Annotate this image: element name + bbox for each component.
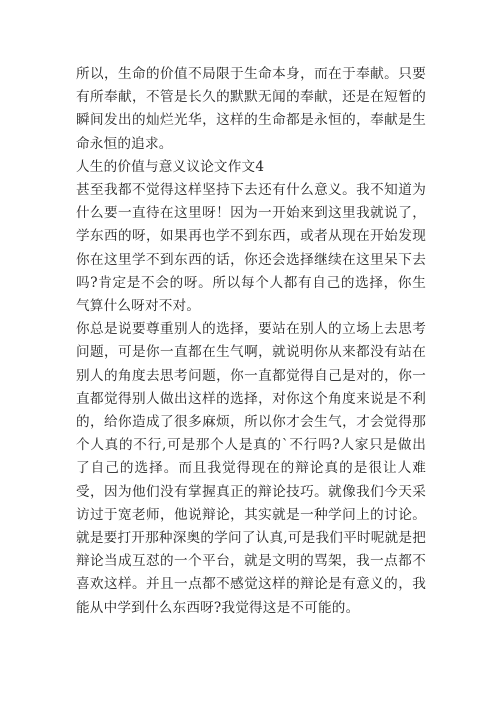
paragraph-debate: 你总是说要尊重别人的选择，要站在别人的立场上去思考问题，可是你一直都在生气啊，就说明你从来都没有站在别人的角度去思考问题，你一直都觉得自己是对的，你一直都觉得别人做出这样的选择，对你这个角度来说是不利的，给你造成了很多麻烦，所以你才会生气，才会觉得那个人真的不行,可是那个人是真的`不行吗?人家只是做出了自己的选择。而且我觉得现在的辩论真的是很让人难受，因为他们没有掌握真正的辩论技巧。就像我们今天采访过于宽老师，他说辩论，其实就是一种学问上的讨论。就是要打开那种深奥的学问了认真,可是我们平时呢就是把辩论当成互怼的一个平台，就是文明的骂架，我一点都不喜欢这样。并且一点都不感觉这样的辩论是有意义的，我能从中学到什么东西呀?我觉得这是不可能的。 [76,321,426,616]
essay-heading: 人生的价值与意义议论文作文4 [76,158,265,175]
paragraph-offering: 所以，生命的价值不局限于生命本身，而在于奉献。只要有所奉献，不管是长久的默默无闻的奉献，还是在短暂的瞬间发出的灿烂光华，这样的生命都是永恒的，奉献是生命永恒的追求。 [76,66,426,152]
document-body [76,63,426,620]
paragraph-choice: 甚至我都不觉得这样坚持下去还有什么意义。我不知道为什么要一直待在这里呀！因为一开始来到这里我就说了，学东西的呀，如果再也学不到东西，或者从现在开始发现你在这里学不到东西的话，你还会选择继续在这里呆下去吗?肯定是不会的呀。所以每个人都有自己的选择，你生气算什么呀对不对。 [76,182,426,315]
